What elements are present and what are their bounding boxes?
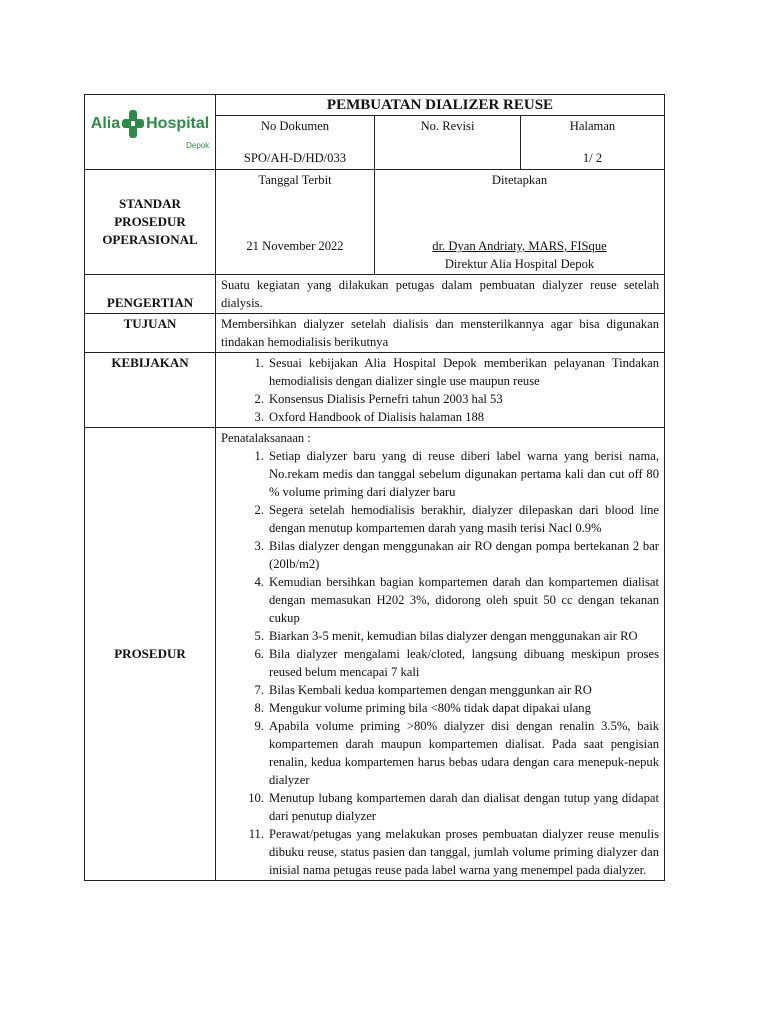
list-item-text: Bilas dialyzer dengan menggunakan air RO dengan pompa bertekanan 2 bar (20lb/m2): [269, 539, 659, 571]
list-item: [221, 573, 659, 627]
standar-label-line3: OPERASIONAL: [102, 232, 198, 247]
list-item: [221, 354, 659, 390]
list-item-number: 7.: [254, 683, 264, 697]
list-item-number: 6.: [254, 647, 264, 661]
signer-title: Direktur Alia Hospital Depok: [444, 257, 595, 271]
list-item-number: 1.: [254, 356, 264, 370]
list-item: [221, 447, 659, 501]
list-item: [221, 645, 659, 681]
prosedur-label: PROSEDUR: [85, 428, 216, 881]
list-item-number: 2.: [254, 503, 264, 517]
list-item: [221, 717, 659, 789]
no-dokumen-label: No Dokumen: [260, 119, 330, 133]
list-item-number: 8.: [254, 701, 264, 715]
no-revisi-cell: [375, 116, 521, 170]
logo-cell: [85, 95, 216, 170]
standar-label-cell: [85, 170, 216, 275]
list-item-number: 3.: [254, 539, 264, 553]
list-item-number: 9.: [254, 719, 264, 733]
list-item-number: 2.: [254, 392, 264, 406]
tanggal-terbit-label: Tanggal Terbit: [258, 173, 332, 187]
list-item-text: Perawat/petugas yang melakukan proses pembuatan dialyzer reuse menulis dibuku reuse, status pasien dan tanggal, jumlah volume priming dialyzer dan inisial nama petugas reuse pada label warna yang menempel pada dialyzer.: [269, 827, 659, 877]
list-item-text: Bila dialyzer mengalami leak/cloted, langsung dibuang meskipun proses reused belum mencapai 7 kali: [269, 647, 659, 679]
medical-cross-icon: [121, 109, 145, 139]
halaman-label: Halaman: [569, 119, 616, 133]
no-dokumen-cell: [216, 116, 375, 170]
list-item: [221, 681, 659, 699]
list-item-number: 10.: [248, 791, 264, 805]
list-item-text: Sesuai kebijakan Alia Hospital Depok memberikan pelayanan Tindakan hemodialisis dengan dializer single use maupun reuse: [269, 356, 659, 388]
list-item-text: Setiap dialyzer baru yang di reuse diberi label warna yang berisi nama, No.rekam medis dan tanggal sebelum digunakan pertama kali dan cut off 80 % volume priming dari dialyzer baru: [269, 449, 659, 499]
standar-label-line1: STANDAR: [119, 196, 181, 211]
list-item: [221, 408, 659, 426]
no-revisi-label: No. Revisi: [420, 119, 475, 133]
pengertian-text: Suatu kegiatan yang dilakukan petugas dalam pembuatan dialyzer reuse setelah dialysis.: [216, 275, 665, 314]
tujuan-label: TUJUAN: [85, 314, 216, 353]
list-item: [221, 390, 659, 408]
tujuan-text: Membersihkan dialyzer setelah dialisis dan mensterilkannya agar bisa digunakan tindakan hemodialisis berikutnya: [216, 314, 665, 353]
list-item-text: Konsensus Dialisis Pernefri tahun 2003 hal 53: [269, 392, 503, 406]
alia-hospital-logo: [85, 97, 215, 167]
list-item-text: Kemudian bersihkan bagian kompartemen darah dan kompartemen dialisat dengan memasukan H202 3%, didorong oleh spuit 50 cc dengan tekanan cukup: [269, 575, 659, 625]
logo-brand-left: Alia: [90, 115, 121, 132]
kebijakan-label: KEBIJAKAN: [85, 353, 216, 428]
list-item: [221, 501, 659, 537]
pengertian-label: PENGERTIAN: [85, 275, 216, 314]
prosedur-list: [221, 447, 659, 879]
list-item: [221, 825, 659, 879]
list-item: [221, 627, 659, 645]
halaman-cell: [521, 116, 665, 170]
list-item: [221, 699, 659, 717]
kebijakan-list: [221, 354, 659, 426]
ditetapkan-cell: [375, 170, 665, 275]
logo-brand-right: Hospital: [146, 115, 210, 132]
tanggal-terbit-value: 21 November 2022: [246, 239, 344, 253]
list-item-number: 4.: [254, 575, 264, 589]
list-item: [221, 789, 659, 825]
list-item-number: 11.: [248, 827, 264, 841]
list-item-text: Apabila volume priming >80% dialyzer disi dengan renalin 3.5%, baik kompartemen darah maupun kompartemen dialisat. Pada saat pengisian renalin, kedua kompartemen harus bebas udara dengan cara menepuk-nepuk dialyzer: [269, 719, 659, 787]
kebijakan-content: [216, 353, 665, 428]
list-item: [221, 537, 659, 573]
tanggal-terbit-cell: [216, 170, 375, 275]
list-item-text: Oxford Handbook of Dialisis halaman 188: [269, 410, 485, 424]
document-title: PEMBUATAN DIALIZER REUSE: [216, 95, 665, 116]
spo-document-table: [84, 94, 665, 881]
list-item-number: 3.: [254, 410, 264, 424]
list-item-text: Menutup lubang kompartemen darah dan dialisat dengan tutup yang didapat dari penutup dialyzer: [269, 791, 659, 823]
list-item-text: Segera setelah hemodialisis berakhir, dialyzer dilepaskan dari blood line dengan menutup kompartemen darah yang masih terisi Nacl 0.9%: [269, 503, 659, 535]
list-item-number: 5.: [254, 629, 264, 643]
standar-label-line2: PROSEDUR: [114, 214, 186, 229]
logo-subtitle: Depok: [186, 141, 210, 150]
no-dokumen-value: SPO/AH-D/HD/033: [243, 151, 347, 165]
halaman-value: 1/ 2: [582, 151, 603, 165]
list-item-text: Biarkan 3-5 menit, kemudian bilas dialyzer dengan menggunakan air RO: [269, 629, 638, 643]
prosedur-intro: Penatalaksanaan :: [221, 431, 311, 445]
list-item-number: 1.: [254, 449, 264, 463]
prosedur-content: [216, 428, 665, 881]
list-item-text: Mengukur volume priming bila <80% tidak dapat dipakai ulang: [269, 701, 591, 715]
signer-name: dr. Dyan Andriaty, MARS, FISque: [432, 239, 607, 253]
list-item-text: Bilas Kembali kedua kompartemen dengan menggunkan air RO: [269, 683, 592, 697]
ditetapkan-label: Ditetapkan: [491, 173, 548, 187]
